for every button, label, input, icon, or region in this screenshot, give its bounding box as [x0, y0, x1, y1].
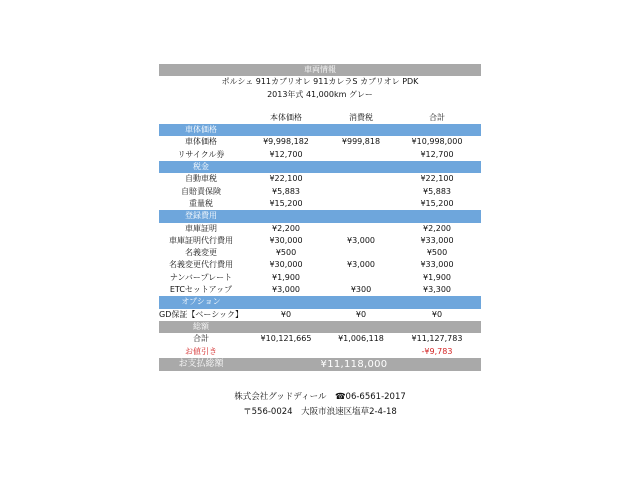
row-base: ¥30,000 — [269, 235, 303, 245]
row-tax: ¥3,000 — [347, 260, 375, 270]
row-base: ¥30,000 — [269, 260, 303, 270]
section-title: 税金 — [193, 162, 209, 172]
section-title: オプション — [181, 297, 221, 307]
table-row — [159, 272, 481, 284]
row-label: リサイクル券 — [177, 149, 225, 159]
row-tax: ¥3,000 — [347, 235, 375, 245]
row-total: ¥11,127,783 — [411, 334, 463, 344]
company-line: 株式会社グッドディール ☎06-6561-2017 — [234, 392, 406, 402]
vehicle-info-title: 車両情報 — [304, 65, 336, 74]
row-base: ¥5,883 — [272, 186, 300, 196]
table-row — [159, 235, 481, 247]
row-base: ¥2,200 — [272, 223, 300, 233]
row-tax: ¥0 — [355, 309, 367, 319]
section-header-body-price — [159, 124, 481, 136]
spacer — [159, 101, 481, 112]
column-header-total: 合計 — [429, 112, 445, 122]
row-base: ¥10,121,665 — [260, 334, 312, 344]
row-total: ¥3,300 — [423, 285, 451, 295]
row-tax: ¥1,006,118 — [338, 334, 384, 344]
row-label: 車庫証明 — [185, 223, 217, 233]
final-payment-amount: ¥11,118,000 — [320, 358, 388, 370]
row-total: ¥10,998,000 — [411, 137, 463, 147]
row-base: ¥0 — [280, 309, 292, 319]
row-total: ¥22,100 — [420, 174, 454, 184]
vehicle-details: 2013年式 41,000km グレー — [267, 89, 373, 99]
row-total: ¥1,900 — [423, 272, 451, 282]
row-total: ¥5,883 — [423, 186, 451, 196]
row-label: GD保証【ベーシック】 — [159, 309, 244, 319]
row-label: 自賠責保険 — [181, 186, 221, 196]
section-title: 登録費用 — [185, 211, 217, 221]
row-base: ¥12,700 — [269, 149, 303, 159]
section-header-options — [159, 296, 481, 308]
discount-label: お値引き — [185, 346, 217, 356]
table-row — [159, 136, 481, 148]
row-base: ¥22,100 — [269, 174, 303, 184]
address-line: 〒556-0024 大阪市浪速区塩草2-4-18 — [243, 407, 397, 417]
table-row — [159, 223, 481, 235]
table-row — [159, 149, 481, 161]
section-title: 車体価格 — [185, 125, 217, 135]
column-header-base: 本体価格 — [270, 112, 302, 122]
final-payment-label: お支払総額 — [178, 358, 224, 369]
row-base: ¥1,900 — [272, 272, 300, 282]
row-label: 合計 — [193, 334, 209, 344]
estimate-sheet — [159, 64, 481, 371]
row-total: ¥12,700 — [420, 149, 454, 159]
vehicle-name: ポルシェ 911カブリオレ 911カレラS カブリオレ PDK — [221, 77, 419, 87]
row-label: 車庫証明代行費用 — [169, 235, 233, 245]
row-base: ¥15,200 — [269, 198, 303, 208]
total-row — [159, 333, 481, 345]
table-row — [159, 259, 481, 271]
row-total: ¥33,000 — [420, 235, 454, 245]
table-row — [159, 309, 481, 321]
discount-total: -¥9,783 — [421, 346, 453, 356]
table-row — [159, 186, 481, 198]
column-header-tax: 消費税 — [349, 112, 373, 122]
row-base: ¥9,998,182 — [263, 137, 309, 147]
row-label: ETCセットアップ — [169, 285, 233, 295]
final-payment-row — [159, 358, 481, 371]
section-header-summary — [159, 321, 481, 333]
discount-row — [159, 346, 481, 358]
row-total: ¥15,200 — [420, 198, 454, 208]
section-header-registration — [159, 210, 481, 222]
row-label: 車体価格 — [185, 137, 217, 147]
table-row — [159, 247, 481, 259]
table-row — [159, 284, 481, 296]
vehicle-info-header — [159, 64, 481, 76]
table-row — [159, 198, 481, 210]
row-total: ¥2,200 — [423, 223, 451, 233]
row-label: ナンバープレート — [169, 272, 233, 282]
row-tax: ¥300 — [350, 285, 372, 295]
row-total: ¥33,000 — [420, 260, 454, 270]
row-base: ¥3,000 — [272, 285, 300, 295]
row-label: 名義変更代行費用 — [169, 260, 233, 270]
table-row — [159, 173, 481, 185]
column-headers — [159, 112, 481, 124]
row-label: 名義変更 — [185, 248, 217, 258]
row-label: 重量税 — [189, 198, 213, 208]
row-base: ¥500 — [275, 248, 297, 258]
section-header-taxes — [159, 161, 481, 173]
row-tax: ¥999,818 — [341, 137, 381, 147]
row-total: ¥500 — [426, 248, 448, 258]
row-total: ¥0 — [431, 309, 443, 319]
row-label: 自動車税 — [185, 174, 217, 184]
section-title: 総額 — [193, 321, 209, 331]
